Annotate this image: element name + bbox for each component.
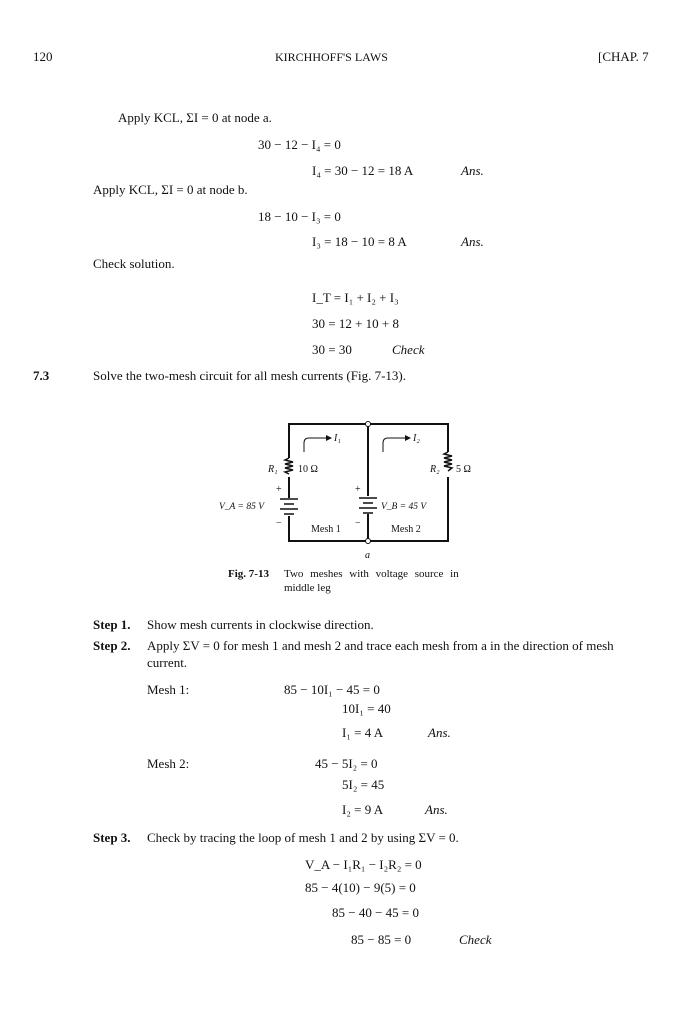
check-intro: Check solution. [93,256,175,271]
label-node-a: a [365,550,370,560]
equation: 45 − 5I₂ = 0 [315,756,378,771]
battery-vb [359,498,377,513]
label-i1: I₁ [334,433,341,444]
answer-label: Ans. [428,725,451,740]
label-r2: R₂ [430,464,440,475]
figure-caption: middle leg [284,582,331,594]
node-top [366,422,371,427]
label-r2-value: 5 Ω [456,464,471,475]
kcl-node-a-intro: Apply KCL, ΣI = 0 at node a. [118,110,272,125]
plus-sign: + [276,484,282,495]
step-text: Apply ΣV = 0 for mesh 1 and mesh 2 and trace each mesh from a in the direction of mesh [147,638,614,653]
answer-label: Ans. [425,802,448,817]
mesh1-label: Mesh 1: [147,682,190,697]
step-text: Check by tracing the loop of mesh 1 and 2 by using ΣV = 0. [147,830,459,845]
equation: 30 = 12 + 10 + 8 [312,316,399,331]
label-va: V_A = 85 V [219,502,265,512]
mesh2-arrow [383,438,405,452]
problem-number: 7.3 [33,368,50,383]
mesh1-arrow [304,438,326,452]
equation: 5I₂ = 45 [342,777,385,792]
minus-sign: − [276,518,282,529]
resistor-r1 [285,458,293,474]
running-title: KIRCHHOFF'S LAWS [275,50,388,64]
equation: 85 − 4(10) − 9(5) = 0 [305,880,416,895]
node-a [366,539,371,544]
page-number: 120 [33,49,53,64]
equation: I₁ = 4 A [342,725,384,740]
mesh2-label: Mesh 2: [147,756,190,771]
circuit-figure [200,410,500,560]
figure-caption-label: Fig. 7-13 [228,568,269,580]
label-r1-value: 10 Ω [298,464,318,475]
equation: 85 − 40 − 45 = 0 [332,905,419,920]
step-label: Step 3. [93,830,131,845]
figure-caption: Two meshes with voltage source in [284,568,459,580]
equation: 10I₁ = 40 [342,701,391,716]
step-label: Step 1. [93,617,131,632]
problem-statement: Solve the two-mesh circuit for all mesh currents (Fig. 7-13). [93,368,407,383]
equation: I₃ = 18 − 10 = 8 A [312,234,407,249]
equation: 30 = 30 [312,342,352,357]
minus-sign: − [355,518,361,529]
equation: I_T = I₁ + I₂ + I₃ [312,290,399,305]
answer-label: Ans. [461,163,484,178]
equation: V_A − I₁R₁ − I₂R₂ = 0 [305,857,422,872]
label-mesh1: Mesh 1 [311,524,341,535]
kcl-node-b-intro: Apply KCL, ΣI = 0 at node b. [93,182,248,197]
answer-label: Ans. [461,234,484,249]
chapter-label: [CHAP. 7 [598,49,649,64]
equation: 85 − 85 = 0 [351,932,412,947]
equation: 85 − 10I₁ − 45 = 0 [284,682,380,697]
battery-va [280,499,298,514]
equation: I₂ = 9 A [342,802,384,817]
label-r1: R₁ [268,464,278,475]
plus-sign: + [355,484,361,495]
equation: I₄ = 30 − 12 = 18 A [312,163,414,178]
label-vb: V_B = 45 V [381,502,427,512]
step-label: Step 2. [93,638,131,653]
step-text: Show mesh currents in clockwise direction. [147,617,374,632]
equation: 30 − 12 − I₄ = 0 [258,137,341,152]
check-label: Check [459,932,492,947]
label-mesh2: Mesh 2 [391,524,421,535]
check-label: Check [392,342,425,357]
resistor-r2 [444,452,452,471]
label-i2: I₂ [413,433,420,444]
step-text: current. [147,655,188,670]
equation: 18 − 10 − I₃ = 0 [258,209,341,224]
